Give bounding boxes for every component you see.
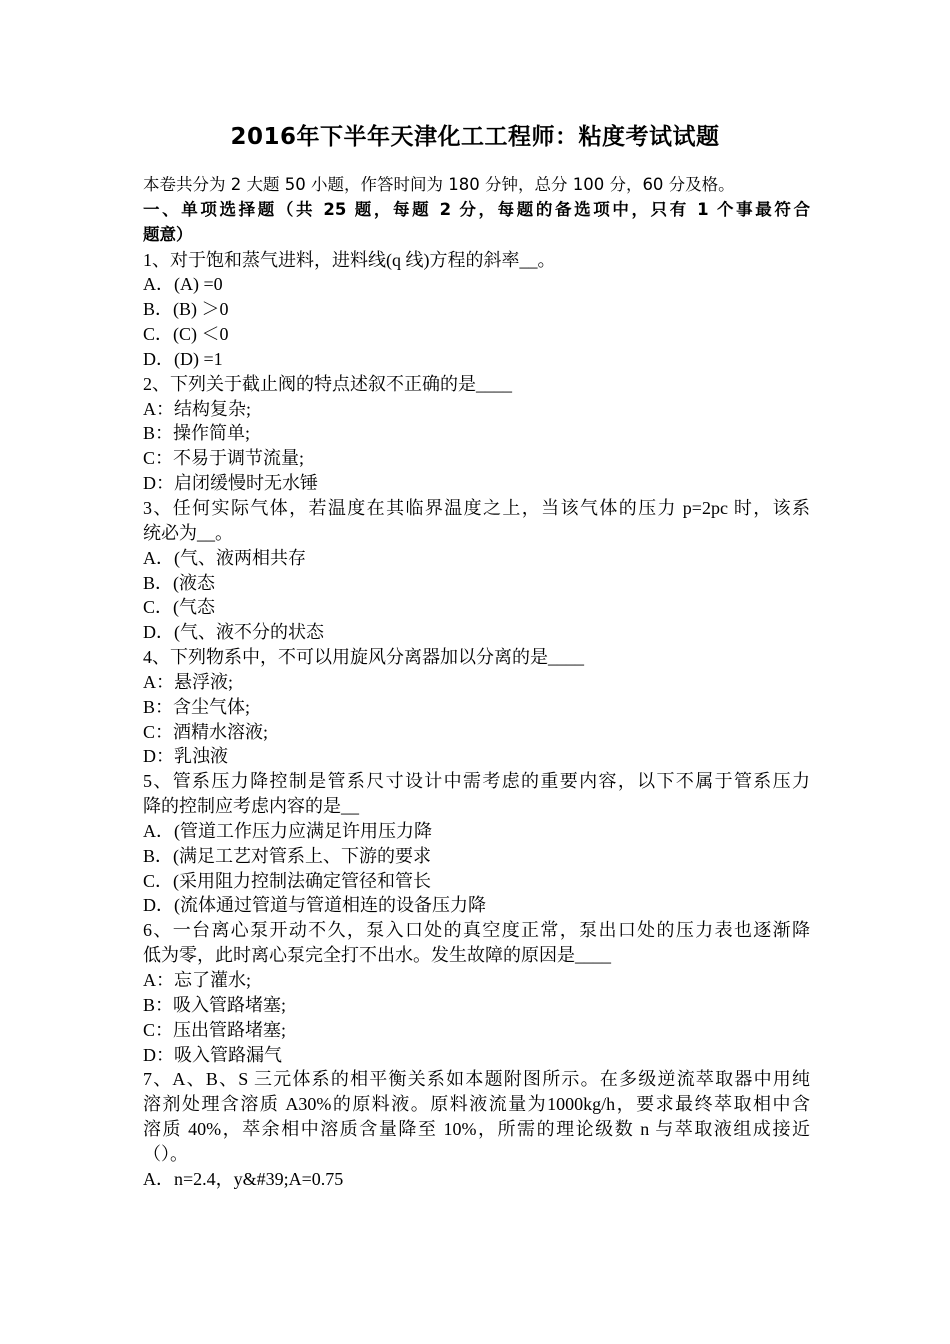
option-c: C：酒精水溶液; xyxy=(143,721,269,742)
question-text: 3、任何实际气体，若温度在其临界温度之上，当该气体的压力 p=2pc 时，该系 xyxy=(143,497,810,518)
question-text: 统必为__。 xyxy=(143,522,233,543)
document-title: 2016年下半年天津化工工程师：粘度考试试题 xyxy=(230,124,720,150)
question-text: 降的控制应考虑内容的是__ xyxy=(143,796,359,817)
question-4 xyxy=(143,645,810,769)
option-a: A．(管道工作压力应满足许用压力降 xyxy=(143,820,432,841)
option-b: B：吸入管路堵塞; xyxy=(143,994,287,1015)
question-text: 溶剂处理含溶质 A30%的原料液。原料液流量为1000kg/h，要求最终萃取相中含 xyxy=(143,1094,810,1115)
option-b: B：操作简单; xyxy=(143,423,251,444)
exam-intro: 本卷共分为 2 大题 50 小题，作答时间为 180 分钟，总分 100 分，60 分及格。 xyxy=(143,175,735,194)
document-body xyxy=(143,173,810,1192)
question-3 xyxy=(143,496,810,645)
option-c: C：不易于调节流量; xyxy=(143,448,305,469)
option-d: D：启闭缓慢时无水锤 xyxy=(143,473,318,494)
section-heading-line-1: 一、单项选择题（共 25 题，每题 2 分，每题的备选项中，只有 1 个事最符合 xyxy=(143,199,810,219)
option-d: D．(流体通过管道与管道相连的设备压力降 xyxy=(143,895,486,916)
option-a: A．(A) =0 xyxy=(143,274,223,295)
section-heading-line-2: 题意） xyxy=(143,224,193,244)
option-a: A：忘了灌水; xyxy=(143,970,251,990)
question-2 xyxy=(143,372,810,496)
question-text: 7、A、B、S 三元体系的相平衡关系如本题附图所示。在多级逆流萃取器中用纯 xyxy=(143,1069,810,1090)
question-text: 5、管系压力降控制是管系尺寸设计中需考虑的重要内容，以下不属于管系压力 xyxy=(143,771,810,792)
option-a: A：悬浮液; xyxy=(143,671,233,692)
question-text: 4、下列物系中，不可以用旋风分离器加以分离的是____ xyxy=(143,647,584,668)
question-text: （）。 xyxy=(143,1143,188,1164)
option-d: D：吸入管路漏气 xyxy=(143,1044,282,1065)
option-b: B：含尘气体; xyxy=(143,696,251,717)
question-text: 2、下列关于截止阀的特点述叙不正确的是____ xyxy=(143,373,512,394)
option-a: A．n=2.4，y&#39;A=0.75 xyxy=(143,1168,344,1189)
question-text: 低为零，此时离心泵完全打不出水。发生故障的原因是____ xyxy=(143,945,611,966)
question-6 xyxy=(143,918,810,1067)
option-b: B．(满足工艺对管系上、下游的要求 xyxy=(143,845,431,866)
question-text: 6、一台离心泵开动不久，泵入口处的真空度正常，泵出口处的压力表也逐渐降 xyxy=(143,920,810,941)
option-d: D：乳浊液 xyxy=(143,746,228,767)
question-text: 1、对于饱和蒸气进料，进料线(q 线)方程的斜率__。 xyxy=(143,249,556,270)
option-d: D．(气、液不分的状态 xyxy=(143,622,324,643)
question-7 xyxy=(143,1067,810,1191)
option-c: C：压出管路堵塞; xyxy=(143,1019,287,1040)
option-c: C．(C) ＜0 xyxy=(143,324,229,345)
option-d: D．(D) =1 xyxy=(143,348,223,369)
question-5 xyxy=(143,769,810,918)
option-a: A：结构复杂; xyxy=(143,398,251,419)
option-c: C．(采用阻力控制法确定管径和管长 xyxy=(143,870,431,891)
question-text: 溶质 40%，萃余相中溶质含量降至 10%，所需的理论级数 n 与萃取液组成接近 xyxy=(143,1119,810,1140)
option-b: B．(液态 xyxy=(143,572,215,593)
option-c: C．(气态 xyxy=(143,597,215,618)
option-b: B．(B) ＞0 xyxy=(143,299,229,320)
question-1 xyxy=(143,248,810,372)
option-a: A．(气、液两相共存 xyxy=(143,547,306,568)
